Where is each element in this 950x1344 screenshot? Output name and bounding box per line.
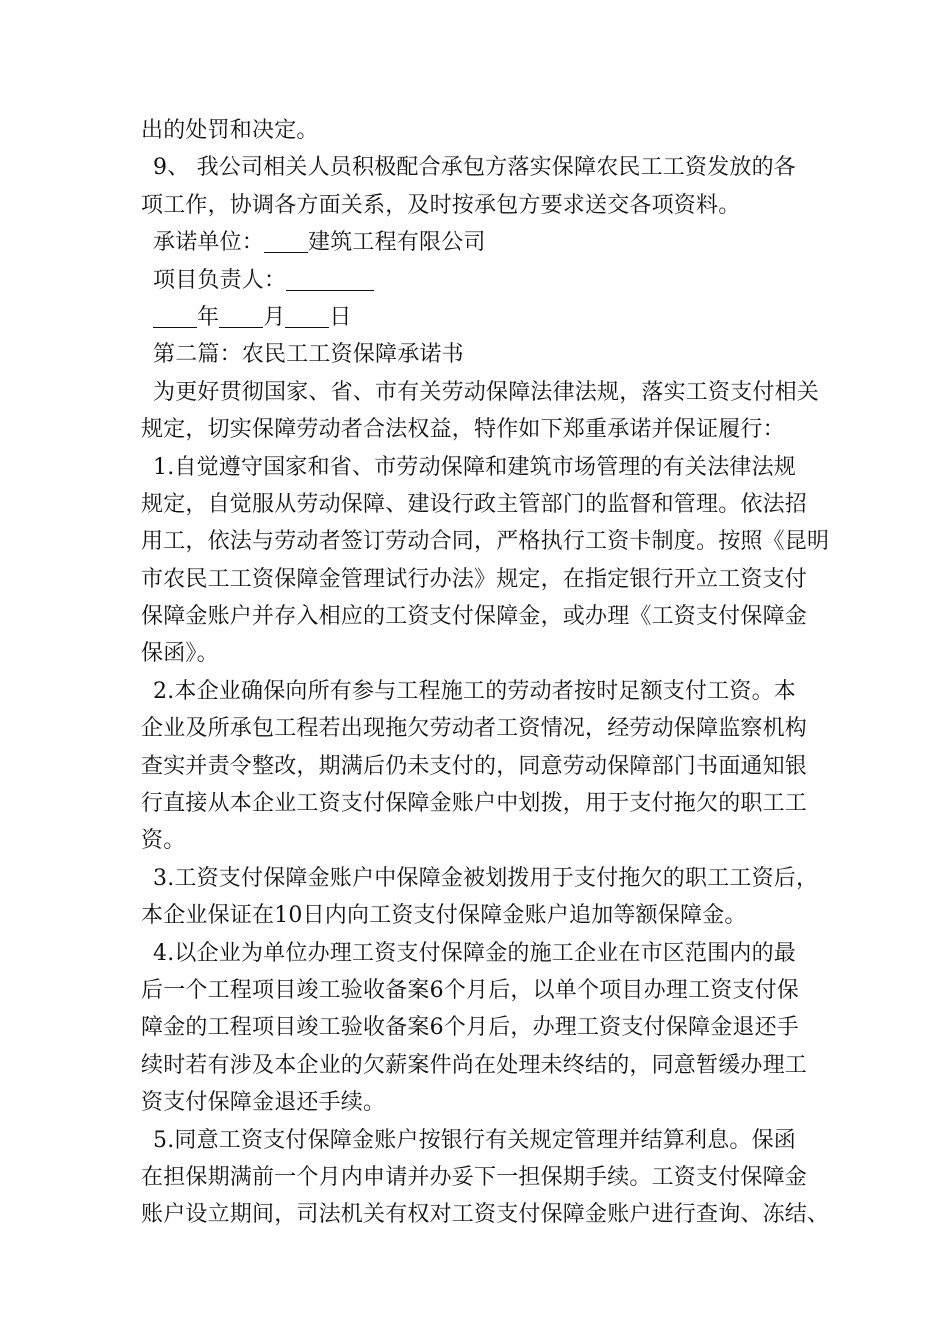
unit-name-blank [264,230,308,253]
text-line: 为更好贯彻国家、省、市有关劳动保障法律法规，落实工资支付相关 [153,379,820,405]
text-line: 出的处罚和决定。 [141,118,319,143]
signer-person-line [141,262,831,299]
document-body [141,112,831,1234]
text-line: 3.工资支付保障金账户中保障金被划拨用于支付拖欠的职工工资后， [153,865,819,891]
signer-unit-suffix: 建筑工程有限公司 [308,230,486,256]
text-line: 障金的工程项目竣工验收备案6个月后，办理工资支付保障金退还手 [141,1015,799,1041]
day-blank [285,305,329,328]
text-line: 市农民工工资保障金管理试行办法》规定，在指定银行开立工资支付 [141,566,808,592]
text-line: 账户设立期间，司法机关有权对工资支付保障金账户进行查询、冻结、 [141,1202,830,1228]
section-heading: 第二篇：农民工工资保障承诺书 [153,342,464,368]
text-line: 行直接从本企业工资支付保障金账户中划拨，用于支付拖欠的职工工 [141,791,808,817]
text-line: 本企业保证在10日内向工资支付保障金账户追加等额保障金。 [141,903,747,929]
text-line: 保函》。 [141,641,219,667]
text-line: 保障金账户并存入相应的工资支付保障金，或办理《工资支付保障金 [141,604,808,630]
text-line: 资。 [141,828,186,854]
year-blank [153,305,197,328]
text-line: 5.同意工资支付保障金账户按银行有关规定管理并结算利息。保函 [153,1127,796,1153]
text-line: 1.自觉遵守国家和省、市劳动保障和建筑市场管理的有关法律法规 [153,454,796,480]
person-name-blank [286,268,374,291]
month-blank [219,305,263,328]
text-line: 用工，依法与劳动者签订劳动合同，严格执行工资卡制度。按照《昆明 [141,529,830,555]
text-line: 在担保期满前一个月内申请并办妥下一担保期手续。工资支付保障金 [141,1164,808,1190]
text-line: 企业及所承包工程若出现拖欠劳动者工资情况，经劳动保障监察机构 [141,716,808,742]
day-label: 日 [329,304,352,330]
text-line: 2.本企业确保向所有参与工程施工的劳动者按时足额支付工资。本 [153,678,796,704]
signer-unit-line [141,224,831,261]
signer-unit-label: 承诺单位： [153,230,265,256]
year-label: 年 [197,304,220,330]
text-line: 项工作，协调各方面关系，及时按承包方要求送交各项资料。 [141,192,741,218]
text-line: 9、 我公司相关人员积极配合承包方落实保障农民工工资发放的各 [153,155,796,181]
text-line: 4.以企业为单位办理工资支付保障金的施工企业在市区范围内的最 [153,940,796,966]
date-line [141,299,831,336]
text-line: 资支付保障金退还手续。 [141,1090,386,1116]
signer-person-label: 项目负责人： [153,267,287,293]
text-line: 查实并责令整改，期满后仍未支付的，同意劳动保障部门书面通知银 [141,753,808,779]
text-line: 规定，切实保障劳动者合法权益，特作如下郑重承诺并保证履行： [141,417,785,443]
text-line: 规定，自觉服从劳动保障、建设行政主管部门的监督和管理。依法招 [141,491,808,517]
text-line: 后一个工程项目竣工验收备案6个月后，以单个项目办理工资支付保 [141,977,799,1003]
month-label: 月 [263,304,286,330]
text-line: 续时若有涉及本企业的欠薪案件尚在处理未终结的，同意暂缓办理工 [141,1052,808,1078]
